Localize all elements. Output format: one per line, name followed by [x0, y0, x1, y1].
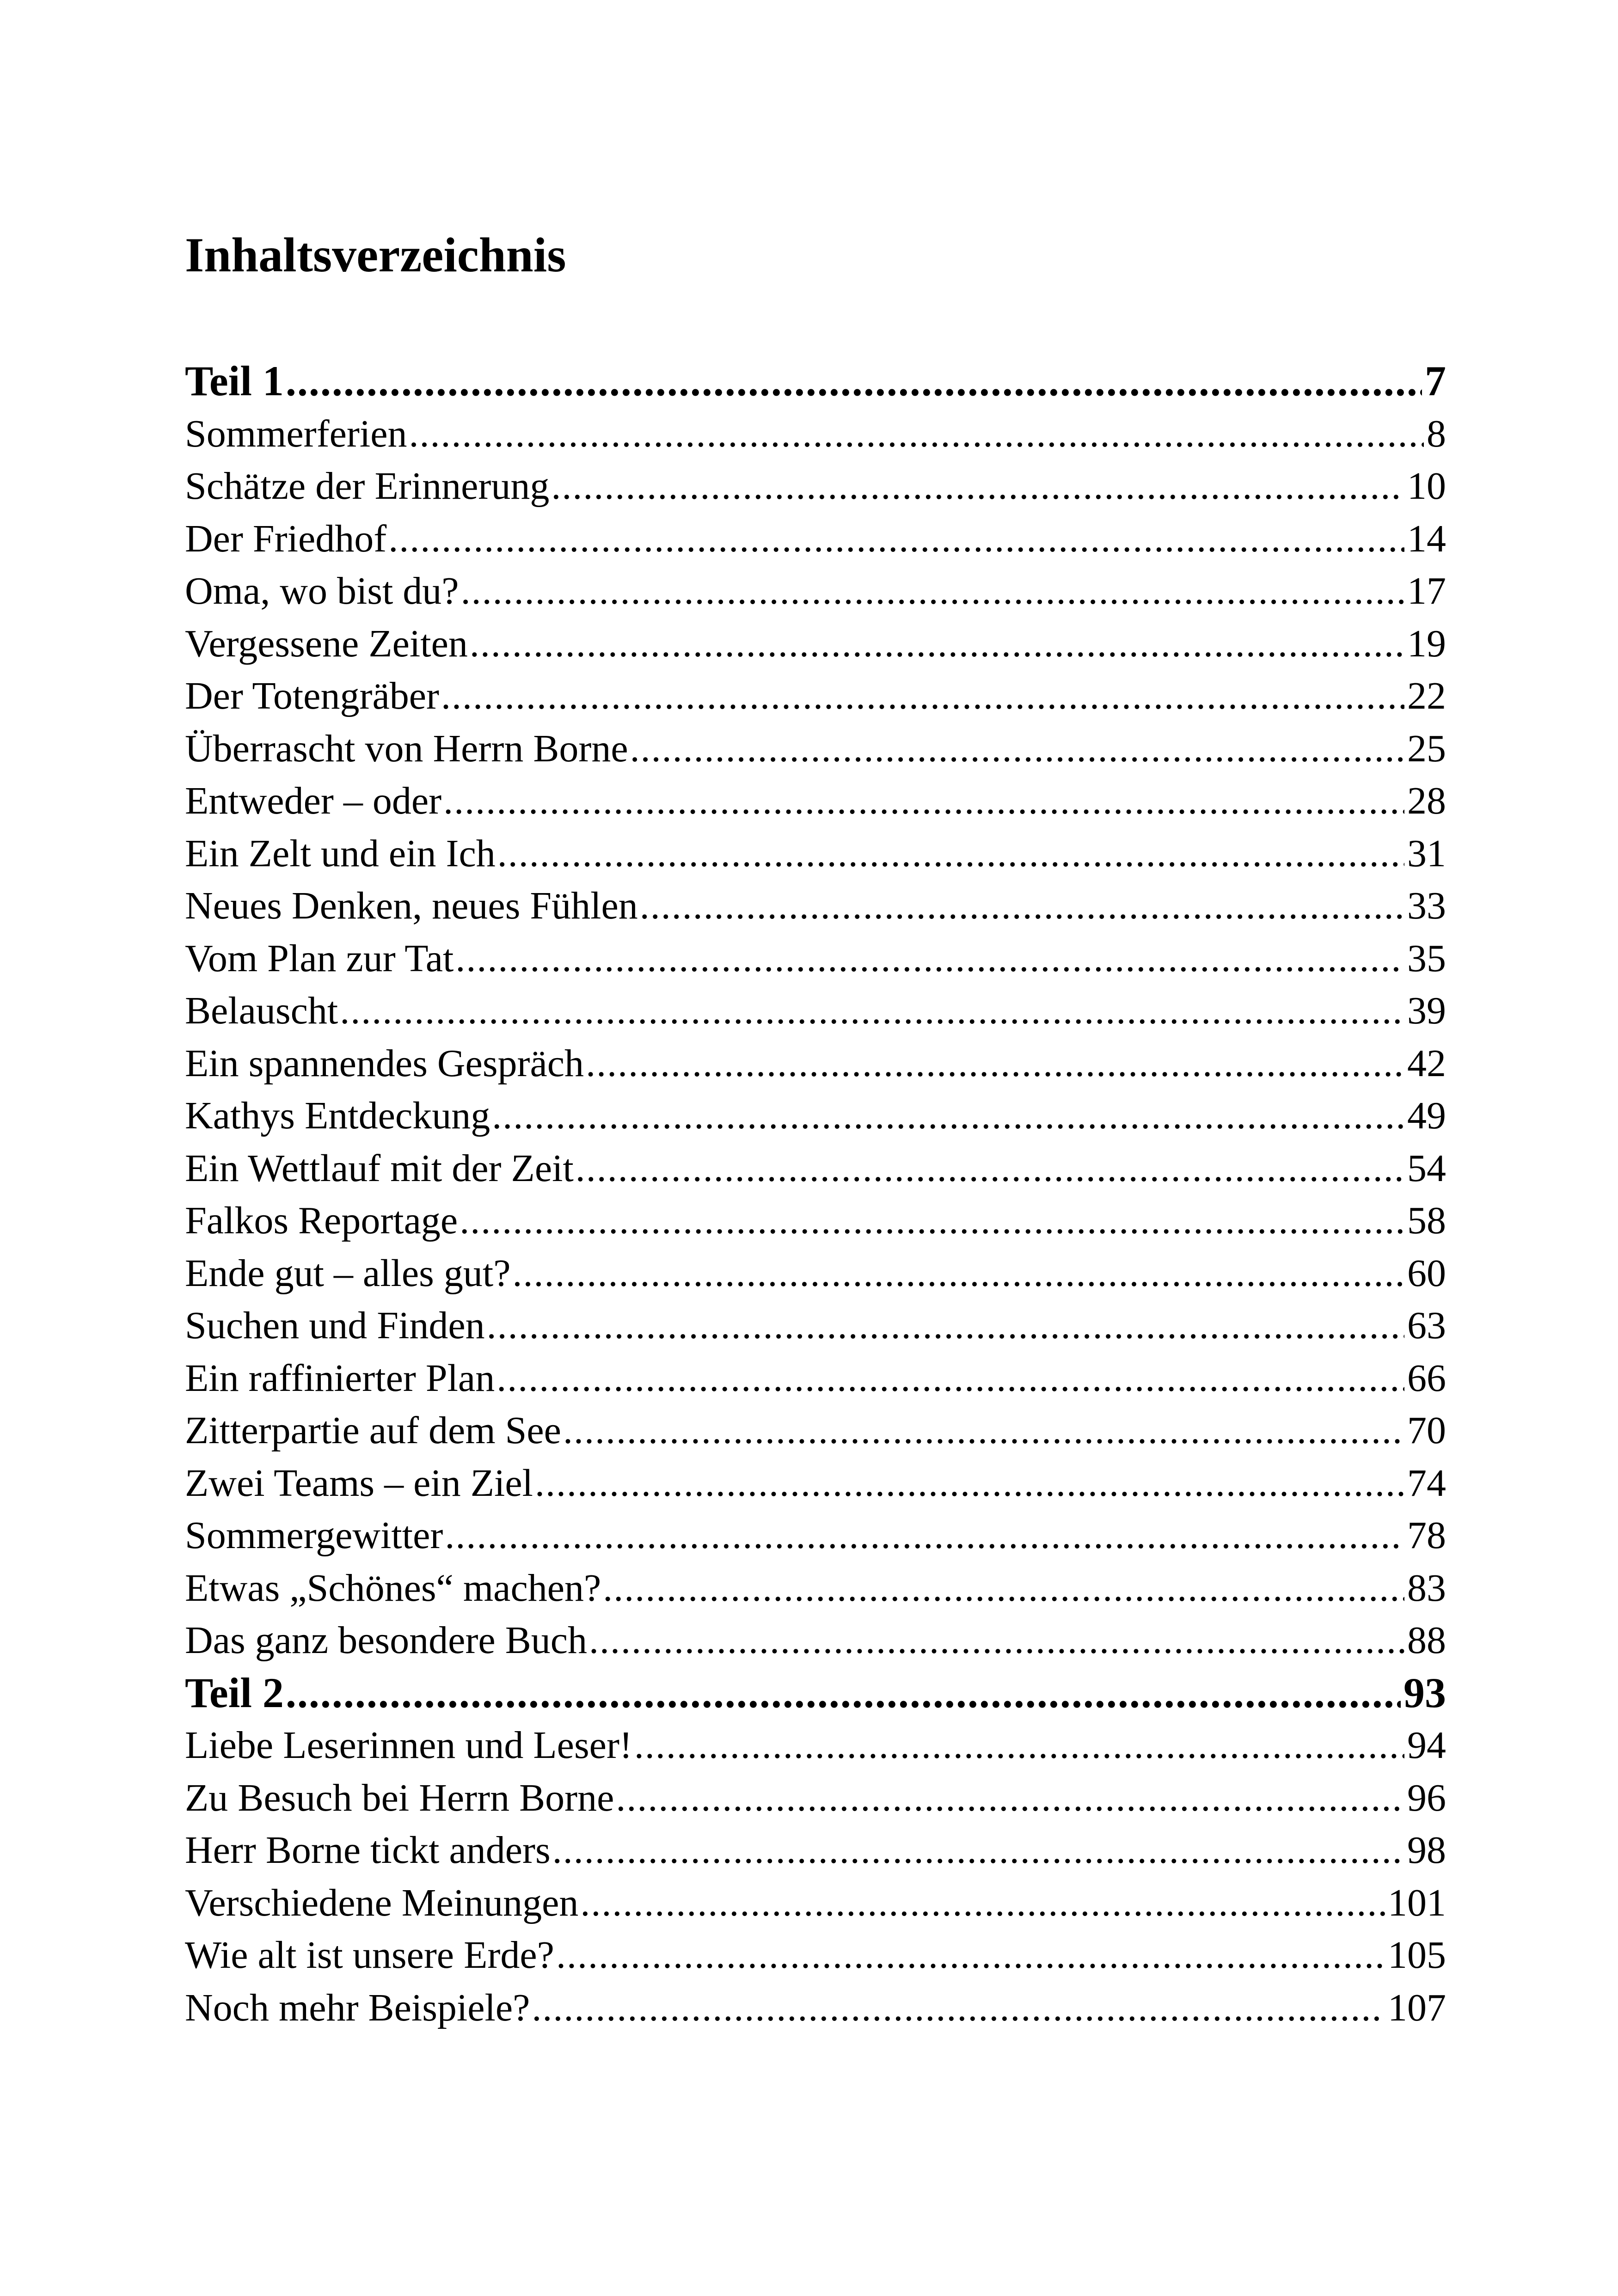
toc-entry-title: Verschiedene Meinungen	[185, 1881, 579, 1924]
toc-chapter-entry	[185, 408, 1446, 460]
toc-dot-leader	[455, 932, 1404, 985]
toc-chapter-entry	[185, 1614, 1446, 1667]
toc-entry-title: Entweder – oder	[185, 779, 442, 822]
toc-page-number: 39	[1407, 989, 1446, 1032]
toc-entry-title: Liebe Leserinnen und Leser!	[185, 1724, 632, 1767]
toc-page-number: 101	[1388, 1881, 1446, 1924]
toc-entry-title: Teil 2	[185, 1669, 284, 1716]
toc-page-number: 22	[1407, 674, 1446, 717]
toc-page-number: 98	[1407, 1829, 1446, 1872]
toc-dot-leader	[576, 1142, 1404, 1195]
toc-entry-title: Sommergewitter	[185, 1514, 443, 1557]
toc-chapter-entry	[185, 670, 1446, 722]
toc-chapter-entry	[185, 880, 1446, 932]
toc-dot-leader	[445, 1509, 1404, 1562]
toc-dot-leader	[487, 1299, 1404, 1352]
toc-dot-leader	[603, 1562, 1404, 1615]
toc-entry-title: Zwei Teams – ein Ziel	[185, 1461, 533, 1505]
toc-dot-leader	[460, 1194, 1404, 1247]
toc-chapter-entry	[185, 1929, 1446, 1982]
toc-page-number: 70	[1407, 1409, 1446, 1452]
toc-dot-leader	[556, 1929, 1385, 1982]
toc-dot-leader	[286, 355, 1422, 408]
toc-chapter-entry	[185, 1299, 1446, 1352]
page-title: Inhaltsverzeichnis	[185, 228, 566, 282]
toc-entry-title: Suchen und Finden	[185, 1304, 485, 1347]
toc-chapter-entry	[185, 775, 1446, 827]
toc-entry-title: Überrascht von Herrn Borne	[185, 727, 628, 770]
toc-dot-leader	[580, 1877, 1385, 1929]
toc-page-number: 96	[1407, 1776, 1446, 1819]
toc-entry-title: Herr Borne tickt anders	[185, 1829, 551, 1872]
toc-entry-title: Der Friedhof	[185, 517, 387, 560]
toc-page-number: 58	[1407, 1199, 1446, 1242]
toc-entry-title: Ein Wettlauf mit der Zeit	[185, 1146, 574, 1190]
toc-page-number: 74	[1407, 1461, 1446, 1505]
toc-dot-leader	[630, 722, 1404, 775]
toc-entry-title: Noch mehr Beispiele?	[185, 1986, 530, 2029]
toc-dot-leader	[470, 618, 1404, 670]
toc-page-number: 28	[1407, 779, 1446, 822]
toc-entry-title: Der Totengräber	[185, 674, 439, 717]
toc-page-number: 83	[1407, 1566, 1446, 1610]
toc-entry-title: Das ganz besondere Buch	[185, 1619, 588, 1662]
toc-entry-title: Falkos Reportage	[185, 1199, 458, 1242]
toc-dot-leader	[532, 1982, 1385, 2034]
toc-dot-leader	[634, 1719, 1404, 1772]
toc-page-number: 8	[1427, 412, 1446, 455]
toc-page-number: 54	[1407, 1146, 1446, 1190]
toc-chapter-entry	[185, 1509, 1446, 1562]
toc-entry-title: Ein raffinierter Plan	[185, 1356, 495, 1400]
toc-dot-leader	[340, 985, 1404, 1037]
toc-chapter-entry	[185, 1352, 1446, 1405]
toc-chapter-entry	[185, 1404, 1446, 1457]
toc-dot-leader	[512, 1247, 1404, 1300]
toc-chapter-entry	[185, 1090, 1446, 1142]
toc-page-number: 60	[1407, 1251, 1446, 1295]
toc-entry-title: Ein spannendes Gespräch	[185, 1041, 584, 1085]
toc-page-number: 66	[1407, 1356, 1446, 1400]
toc-chapter-entry	[185, 1562, 1446, 1615]
toc-chapter-entry	[185, 1142, 1446, 1195]
toc-chapter-entry	[185, 1247, 1446, 1300]
toc-page-number: 105	[1388, 1934, 1446, 1977]
toc-page-number: 10	[1407, 465, 1446, 508]
toc-dot-leader	[443, 775, 1404, 827]
toc-dot-leader	[496, 1352, 1404, 1405]
toc-page-number: 107	[1388, 1986, 1446, 2029]
toc-chapter-entry	[185, 722, 1446, 775]
toc-dot-leader	[563, 1404, 1404, 1457]
toc-chapter-entry	[185, 1037, 1446, 1090]
toc-chapter-entry	[185, 1194, 1446, 1247]
toc-page-number: 14	[1407, 517, 1446, 560]
toc-chapter-entry	[185, 1719, 1446, 1772]
toc-chapter-entry	[185, 1824, 1446, 1877]
toc-entry-title: Vergessene Zeiten	[185, 622, 468, 665]
toc-chapter-entry	[185, 618, 1446, 670]
toc-entry-title: Belauscht	[185, 989, 338, 1032]
toc-page-number: 49	[1407, 1094, 1446, 1137]
toc-chapter-entry	[185, 1457, 1446, 1510]
toc-chapter-entry	[185, 932, 1446, 985]
toc-dot-leader	[535, 1457, 1404, 1510]
toc-page-number: 93	[1403, 1669, 1446, 1716]
toc-entry-title: Etwas „Schönes“ machen?	[185, 1566, 601, 1610]
toc-chapter-entry	[185, 513, 1446, 565]
toc-chapter-entry	[185, 827, 1446, 880]
toc-chapter-entry	[185, 1982, 1446, 2034]
toc-page-number: 35	[1407, 937, 1446, 980]
toc-page-number: 7	[1425, 357, 1446, 404]
toc-entry-title: Ende gut – alles gut?	[185, 1251, 511, 1295]
toc-chapter-entry	[185, 1772, 1446, 1825]
toc-page-number: 42	[1407, 1041, 1446, 1085]
toc-chapter-entry	[185, 985, 1446, 1037]
toc-entry-title: Zitterpartie auf dem See	[185, 1409, 561, 1452]
toc-dot-leader	[552, 1824, 1404, 1877]
toc-page-number: 78	[1407, 1514, 1446, 1557]
toc-dot-leader	[589, 1614, 1404, 1667]
toc-entry-title: Sommerferien	[185, 412, 407, 455]
toc-dot-leader	[492, 1090, 1404, 1142]
toc-dot-leader	[388, 513, 1404, 565]
toc-page-number: 63	[1407, 1304, 1446, 1347]
toc-page-number: 17	[1407, 569, 1446, 612]
toc-entry-title: Vom Plan zur Tat	[185, 937, 454, 980]
toc-entry-title: Teil 1	[185, 357, 284, 404]
toc-dot-leader	[461, 565, 1404, 618]
toc-part-entry	[185, 355, 1446, 408]
toc-page-number: 25	[1407, 727, 1446, 770]
toc-chapter-entry	[185, 565, 1446, 618]
toc-entry-title: Schätze der Erinnerung	[185, 465, 550, 508]
toc-entry-title: Ein Zelt und ein Ich	[185, 832, 496, 875]
toc-page-number: 88	[1407, 1619, 1446, 1662]
toc-page-number: 94	[1407, 1724, 1446, 1767]
toc-part-entry	[185, 1667, 1446, 1720]
toc-chapter-entry	[185, 460, 1446, 513]
toc-dot-leader	[616, 1772, 1404, 1825]
toc-entry-title: Wie alt ist unsere Erde?	[185, 1934, 554, 1977]
toc-entry-title: Zu Besuch bei Herrn Borne	[185, 1776, 614, 1819]
toc-entry-title: Neues Denken, neues Fühlen	[185, 884, 638, 927]
toc-dot-leader	[586, 1037, 1404, 1090]
toc-dot-leader	[286, 1667, 1401, 1720]
toc-page-number: 33	[1407, 884, 1446, 927]
toc-dot-leader	[497, 827, 1404, 880]
toc-dot-leader	[441, 670, 1404, 722]
toc-entry-title: Oma, wo bist du?	[185, 569, 459, 612]
toc-page-number: 31	[1407, 832, 1446, 875]
toc-dot-leader	[409, 408, 1424, 460]
table-of-contents	[185, 355, 1446, 2034]
toc-entry-title: Kathys Entdeckung	[185, 1094, 490, 1137]
toc-dot-leader	[551, 460, 1404, 513]
toc-page-number: 19	[1407, 622, 1446, 665]
toc-dot-leader	[640, 880, 1404, 932]
toc-chapter-entry	[185, 1877, 1446, 1929]
